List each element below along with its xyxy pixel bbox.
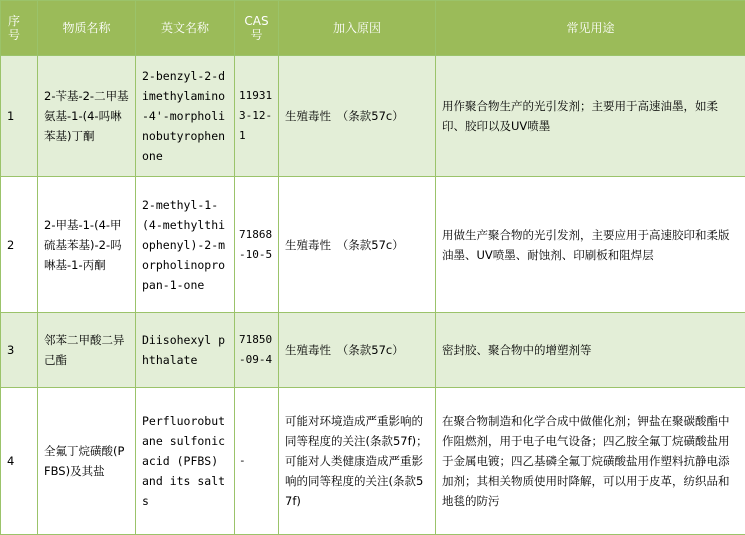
table-row: [1, 388, 745, 535]
cell-reason: 生殖毒性 （条款57c）: [279, 313, 436, 388]
cell-name: 邻苯二甲酸二异己酯: [38, 313, 136, 388]
cell-index: 2: [1, 177, 38, 313]
header-index: 序号: [1, 1, 38, 56]
cell-cas: 71850-09-4: [235, 313, 279, 388]
header-english: 英文名称: [136, 1, 235, 56]
table-row: [1, 177, 745, 313]
cell-english: 2-benzyl-2-dimethylamino-4'-morpholinobutyrophenone: [136, 56, 235, 177]
cell-english: Diisohexyl phthalate: [136, 313, 235, 388]
header-name: 物质名称: [38, 1, 136, 56]
cell-name: 全氟丁烷磺酸(PFBS)及其盐: [38, 388, 136, 535]
cell-index: 4: [1, 388, 38, 535]
cell-english: Perfluorobutane sulfonic acid (PFBS) and its salts: [136, 388, 235, 535]
cell-use: 在聚合物制造和化学合成中做催化剂；钾盐在聚碳酸酯中作阻燃剂，用于电子电气设备；四乙胺全氟丁烷磺酸盐用于金属电镀；四乙基磷全氟丁烷磺酸盐用作塑料抗静电添加剂；其相关物质使用时降解，可以用于皮革，纺织品和地毯的防污: [436, 388, 745, 535]
cell-name: 2-苄基-2-二甲基氨基-1-(4-吗啉苯基)丁酮: [38, 56, 136, 177]
table-row: [1, 56, 745, 177]
cell-use: 用作聚合物生产的光引发剂；主要用于高速油墨，如柔印、胶印以及UV喷墨: [436, 56, 745, 177]
cell-cas: 119313-12-1: [235, 56, 279, 177]
cell-cas: 71868-10-5: [235, 177, 279, 313]
cell-index: 3: [1, 313, 38, 388]
header-row: [1, 1, 745, 56]
cell-name: 2-甲基-1-(4-甲硫基苯基)-2-吗啉基-1-丙酮: [38, 177, 136, 313]
cell-reason: 生殖毒性 （条款57c）: [279, 177, 436, 313]
header-reason: 加入原因: [279, 1, 436, 56]
table-row: [1, 313, 745, 388]
cell-reason: 可能对环境造成严重影响的同等程度的关注(条款57f)；可能对人类健康造成严重影响的同等程度的关注(条款57f): [279, 388, 436, 535]
header-cas: CAS号: [235, 1, 279, 56]
header-use: 常见用途: [436, 1, 745, 56]
cell-english: 2-methyl-1-(4-methylthiophenyl)-2-morpholinopropan-1-one: [136, 177, 235, 313]
cell-index: 1: [1, 56, 38, 177]
cell-use: 用做生产聚合物的光引发剂，主要应用于高速胶印和柔版油墨、UV喷墨、耐蚀剂、印刷板和阻焊层: [436, 177, 745, 313]
cell-reason: 生殖毒性 （条款57c）: [279, 56, 436, 177]
cell-use: 密封胶、聚合物中的增塑剂等: [436, 313, 745, 388]
cell-cas: -: [235, 388, 279, 535]
